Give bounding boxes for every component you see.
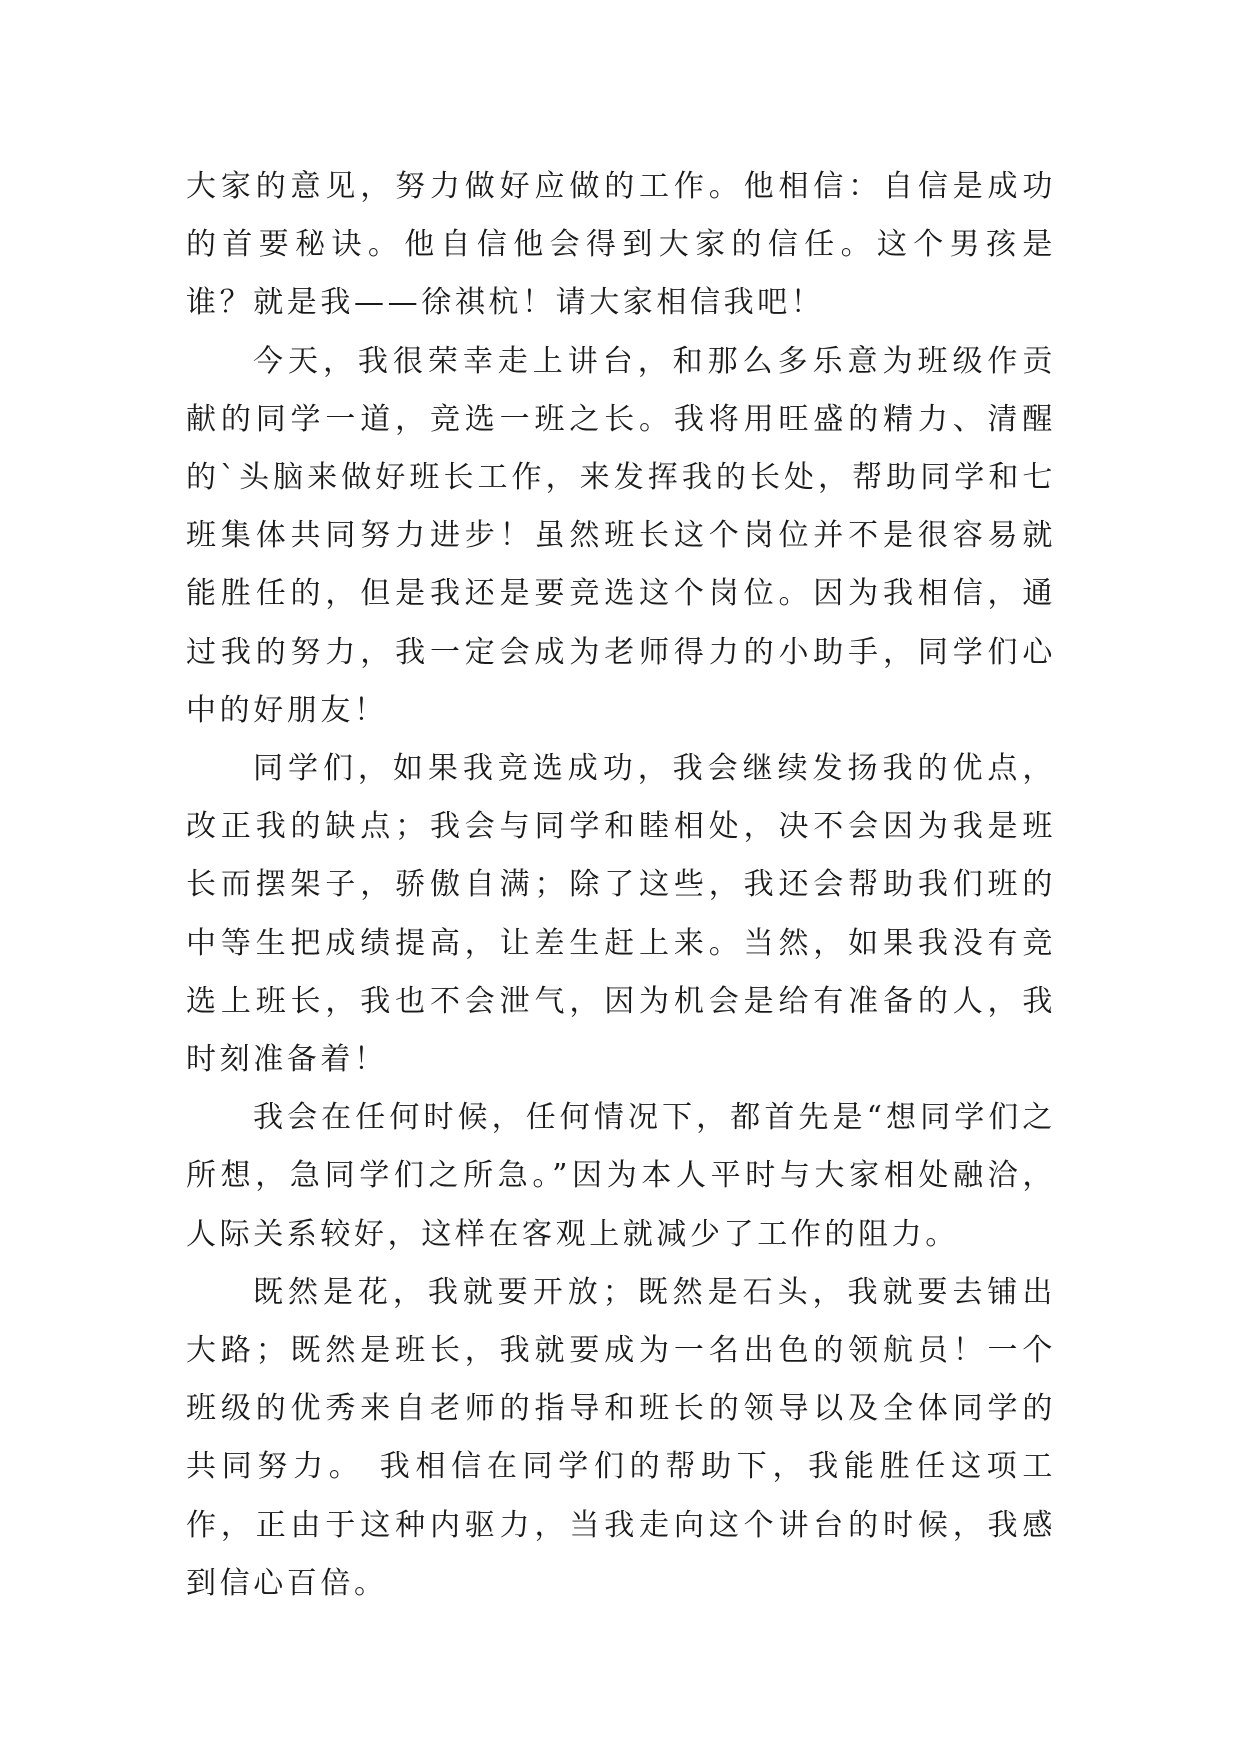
paragraph-5: 既然是花，我就要开放；既然是石头，我就要去铺出大路；既然是班长，我就要成为一名出色的领航员！一个班级的优秀来自老师的指导和班长的领导以及全体同学的共同努力。 我相信在同学们的帮助下，我能胜任这项工作，正由于这种内驱力，当我走向这个讲台的时候，我感到信心百倍。 bbox=[186, 1274, 1056, 1601]
paragraph-2: 今天，我很荣幸走上讲台，和那么多乐意为班级作贡献的同学一道，竞选一班之长。我将用旺盛的精力、清醒的`头脑来做好班长工作，来发挥我的长处，帮助同学和七班集体共同努力进步！虽然班长这个岗位并不是很容易就能胜任的，但是我还是要竞选这个岗位。因为我相信，通过我的努力，我一定会成为老师得力的小助手，同学们心中的好朋友！ bbox=[186, 343, 1056, 728]
paragraph-3: 同学们，如果我竞选成功，我会继续发扬我的优点，改正我的缺点；我会与同学和睦相处，决不会因为我是班长而摆架子，骄傲自满；除了这些，我还会帮助我们班的中等生把成绩提高，让差生赶上来。当然，如果我没有竞选上班长，我也不会泄气，因为机会是给有准备的人，我时刻准备着！ bbox=[186, 751, 1056, 1078]
paragraph-1: 大家的意见，努力做好应做的工作。他相信：自信是成功的首要秘诀。他自信他会得到大家的信任。这个男孩是谁？就是我——徐祺杭！请大家相信我吧！ bbox=[186, 169, 1056, 321]
paragraph-4: 我会在任何时候，任何情况下，都首先是“想同学们之所想，急同学们之所急。”因为本人平时与大家相处融洽，人际关系较好，这样在客观上就减少了工作的阻力。 bbox=[186, 1100, 1056, 1252]
body-text bbox=[186, 158, 1056, 1613]
